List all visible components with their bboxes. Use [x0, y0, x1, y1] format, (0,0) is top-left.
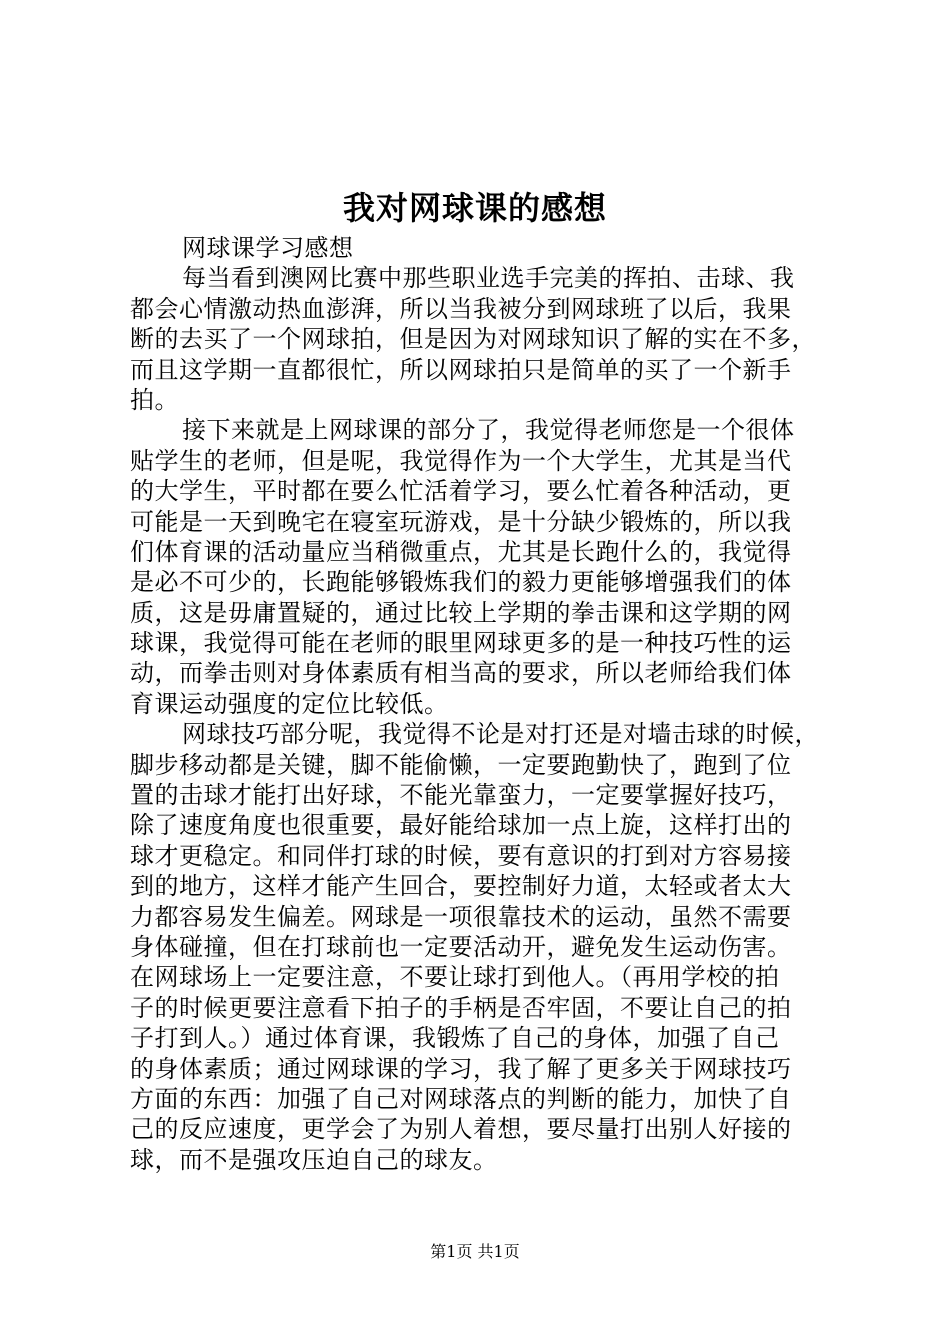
paragraph-line: 身体碰撞，但在打球前也一定要活动开，避免发生运动伤害。 — [130, 932, 792, 961]
paragraph-line: 的大学生，平时都在要么忙活着学习，要么忙着各种活动，更 — [130, 477, 792, 506]
paragraph-line: 网球技巧部分呢，我觉得不论是对打还是对墙击球的时候， — [182, 720, 819, 749]
paragraph-line: 球，而不是强攻压迫自己的球友。 — [130, 1145, 498, 1174]
paragraph-line: 拍。 — [130, 385, 179, 414]
paragraph-line: 动，而拳击则对身体素质有相当高的要求，所以老师给我们体 — [130, 659, 792, 688]
paragraph-line: 贴学生的老师，但是呢，我觉得作为一个大学生，尤其是当代 — [130, 446, 792, 475]
paragraph-line: 们体育课的活动量应当稍微重点，尤其是长跑什么的，我觉得 — [130, 537, 792, 566]
paragraph-line: 每当看到澳网比赛中那些职业选手完美的挥拍、击球、我 — [182, 264, 795, 293]
paragraph-line: 球才更稳定。和同伴打球的时候，要有意识的打到对方容易接 — [130, 841, 792, 870]
paragraph-line: 子的时候更要注意看下拍子的手柄是否牢固，不要让自己的拍 — [130, 993, 792, 1022]
subtitle-line: 网球课学习感想 — [182, 234, 354, 262]
paragraph-line: 球课，我觉得可能在老师的眼里网球更多的是一种技巧性的运 — [130, 629, 792, 658]
paragraph-line: 方面的东西：加强了自己对网球落点的判断的能力，加快了自 — [130, 1084, 792, 1113]
document-body — [130, 233, 830, 1175]
paragraph-line: 都会心情激动热血澎湃，所以当我被分到网球班了以后，我果 — [130, 294, 792, 323]
paragraph-line: 在网球场上一定要注意，不要让球打到他人。（再用学校的拍 — [130, 963, 780, 992]
paragraph-line: 而且这学期一直都很忙，所以网球拍只是简单的买了一个新手 — [130, 355, 792, 384]
paragraph-line: 除了速度角度也很重要，最好能给球加一点上旋，这样打出的 — [130, 811, 792, 840]
paragraph-line: 力都容易发生偏差。网球是一项很靠技术的运动，虽然不需要 — [130, 902, 792, 931]
paragraph-line: 己的反应速度，更学会了为别人着想，要尽量打出别人好接的 — [130, 1115, 792, 1144]
page-title: 我对网球课的感想 — [342, 189, 607, 227]
paragraph-line: 接下来就是上网球课的部分了，我觉得老师您是一个很体 — [182, 416, 795, 445]
paragraph-line: 质，这是毋庸置疑的，通过比较上学期的拳击课和这学期的网 — [130, 598, 792, 627]
paragraph-line: 脚步移动都是关键，脚不能偷懒，一定要跑勤快了，跑到了位 — [130, 750, 792, 779]
paragraph-line: 置的击球才能打出好球，不能光靠蛮力，一定要掌握好技巧， — [130, 781, 792, 810]
paragraph-line: 子打到人。）通过体育课，我锻炼了自己的身体，加强了自己 — [130, 1024, 780, 1053]
paragraph-line: 到的地方，这样才能产生回合，要控制好力道，太轻或者太大 — [130, 872, 792, 901]
paragraph-line: 可能是一天到晚宅在寝室玩游戏，是十分缺少锻炼的，所以我 — [130, 507, 792, 536]
paragraph-line: 断的去买了一个网球拍，但是因为对网球知识了解的实在不多， — [130, 325, 816, 354]
paragraph-line: 是必不可少的，长跑能够锻炼我们的毅力更能够增强我们的体 — [130, 568, 792, 597]
page-footer: 第1页 共1页 — [430, 1242, 520, 1261]
paragraph-line: 的身体素质；通过网球课的学习，我了解了更多关于网球技巧 — [130, 1054, 792, 1083]
paragraph-line: 育课运动强度的定位比较低。 — [130, 689, 449, 718]
